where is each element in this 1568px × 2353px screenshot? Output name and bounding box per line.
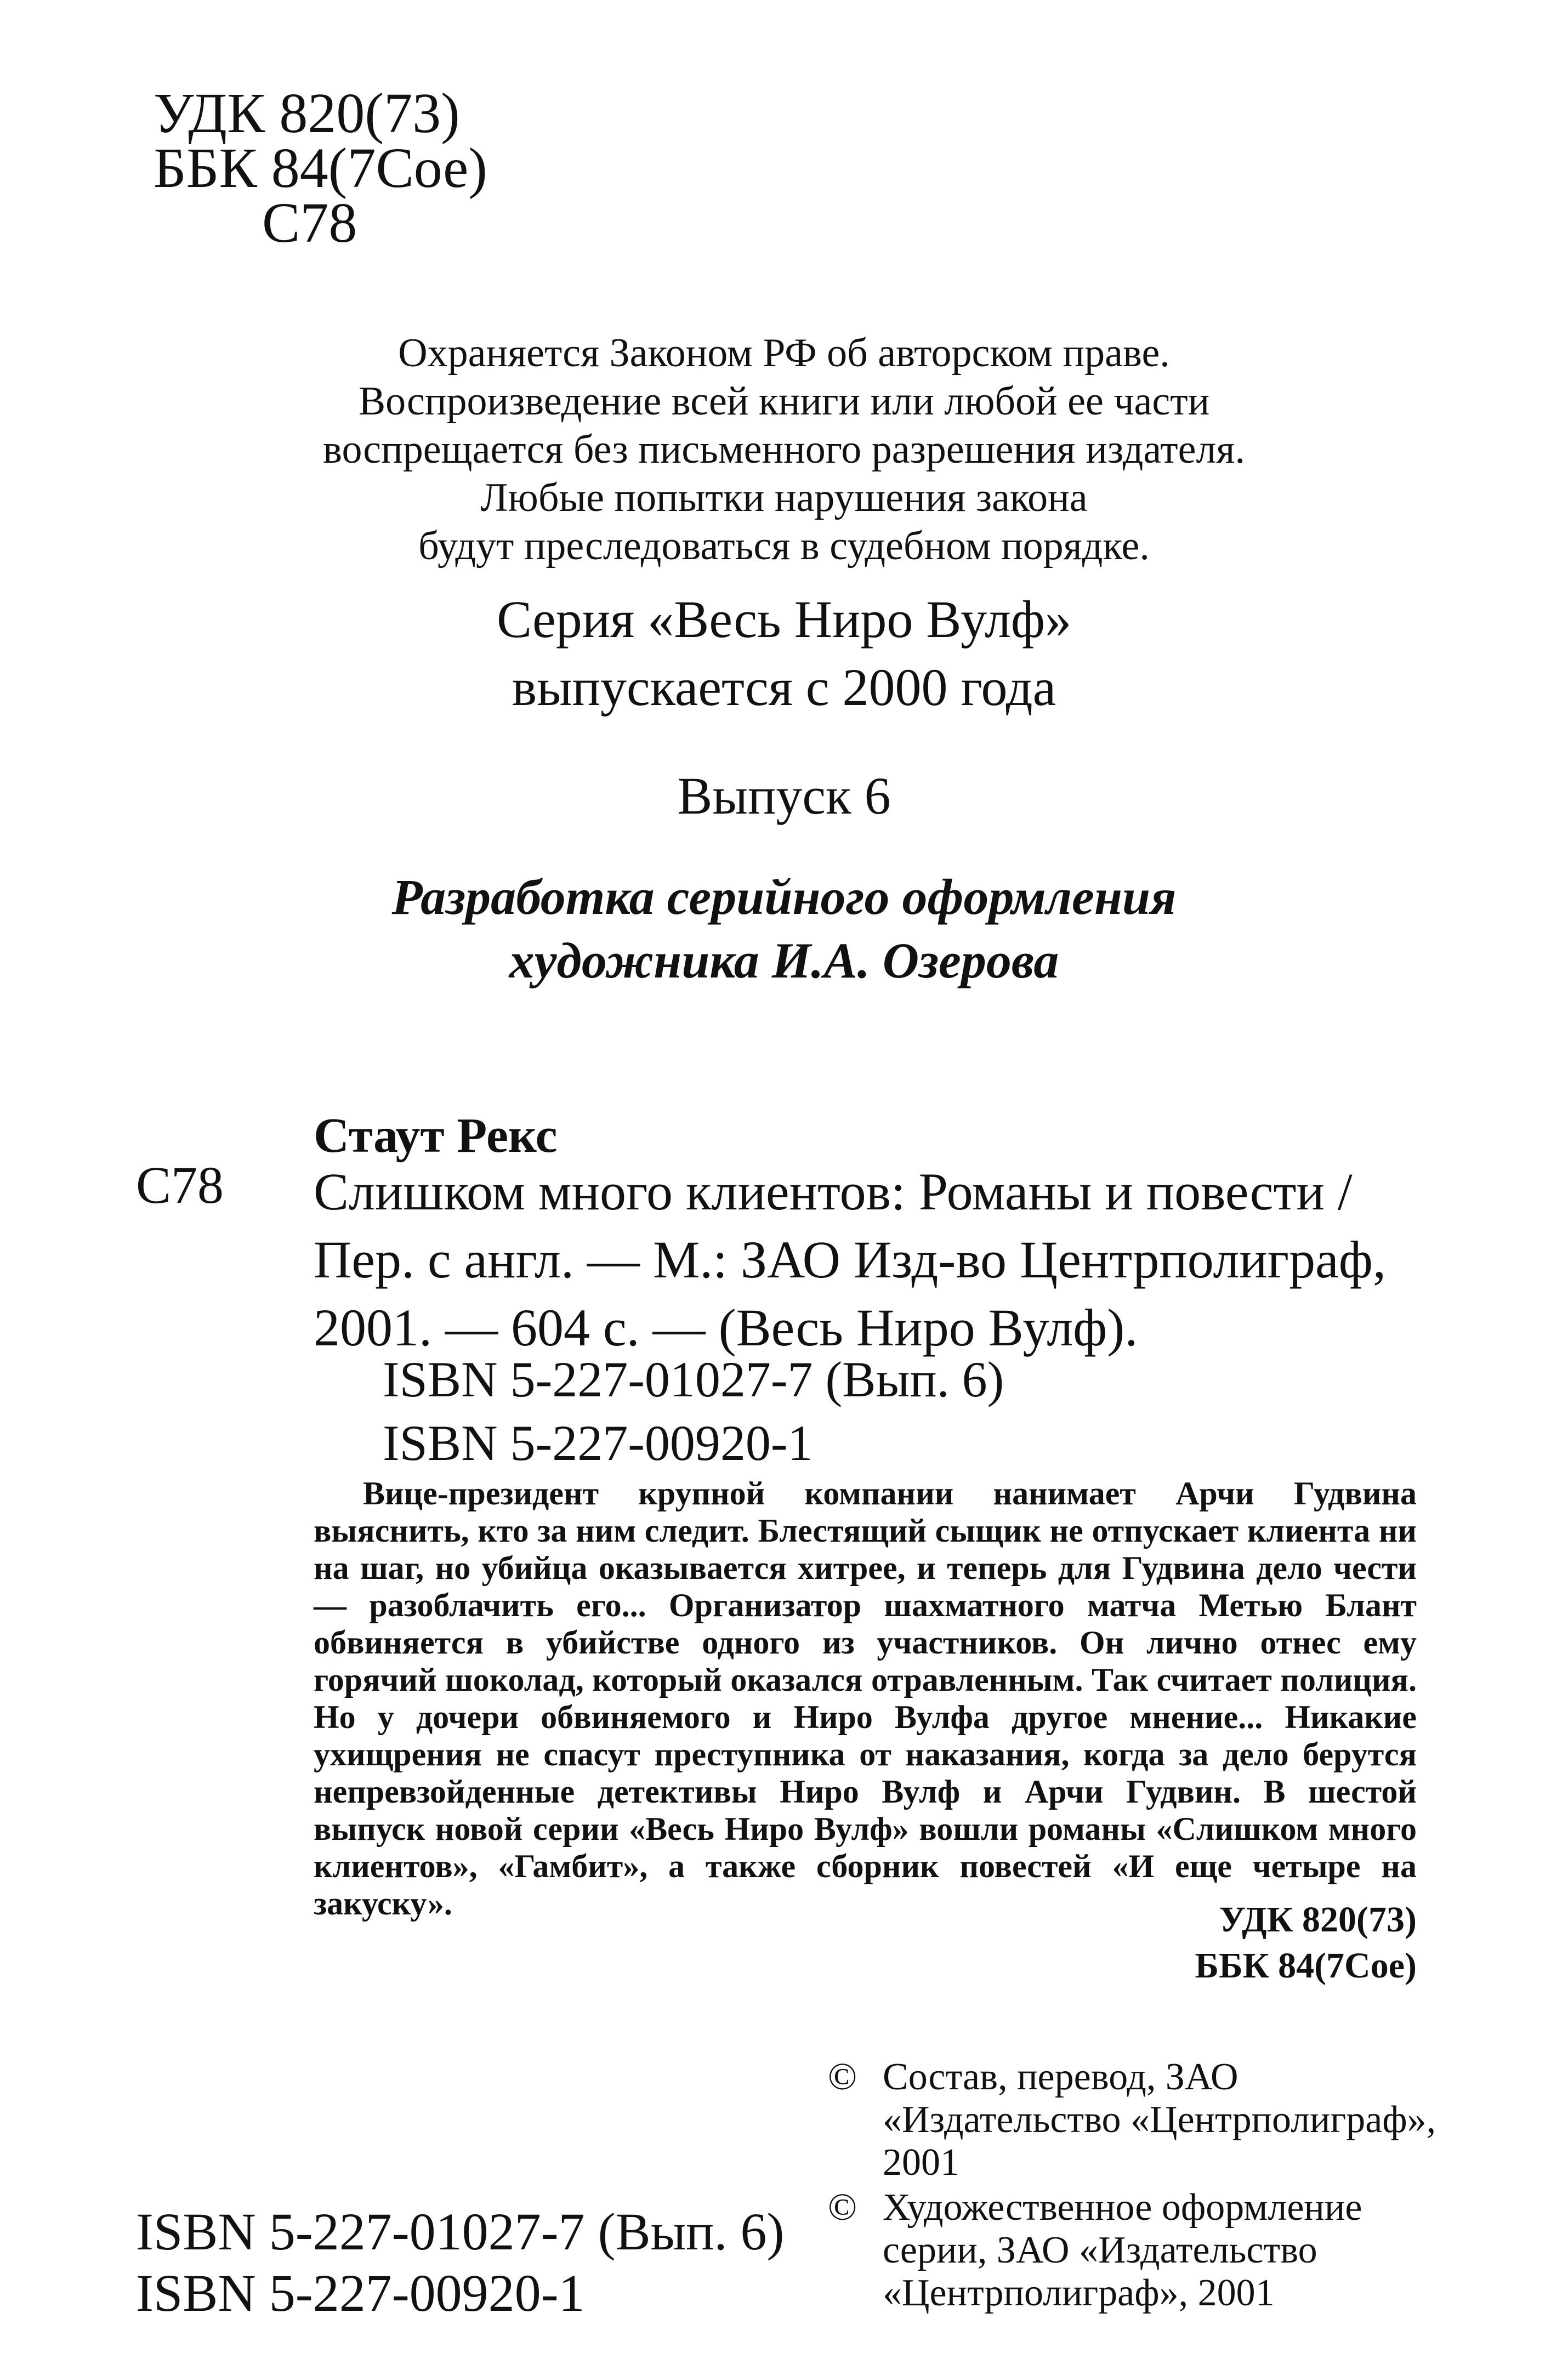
copyright-text: Художественное оформление серии, ЗАО «Издательство «Центрполиграф», 2001 xyxy=(883,2186,1362,2314)
bbk-code: ББК 84(7Сое) xyxy=(154,137,487,200)
series-line: выпускается с 2000 года xyxy=(512,658,1056,717)
series-info xyxy=(0,586,1568,721)
isbn-bottom-line: ISBN 5-227-00920-1 xyxy=(136,2264,585,2322)
udk-right-line: УДК 820(73) xyxy=(1219,1900,1417,1940)
isbn-bottom-line: ISBN 5-227-01027-7 (Вып. 6) xyxy=(136,2202,785,2261)
annotation-text: Вице-президент крупной компании нанимает Арчи Гудвина выяснить, кто за ним следит. Блестящий сыщик не отпускает клиента ни на шаг, но убийца оказывается хитрее, и теперь для Гудвина дело чести — разоблачить его... Организатор шахматного матча Метью Блант обвиняется в убийстве одного из участников. Он лично отнес ему горячий шоколад, который оказался отравленным. Так считает полиция. Но у дочери обвиняемого и Ниро Вулфа другое мнение... Никакие ухищрения не спасут преступника от наказания, когда за дело берутся непревзойденные детективы Ниро Вулф и Арчи Гудвин. В шестой выпуск новой серии «Весь Ниро Вулф» вошли романы «Слишком много клиентов», «Гамбит», а также сборник повестей «И еще четыре на закуску». xyxy=(314,1475,1417,1922)
bbk-right-line: ББК 84(7Сое) xyxy=(1195,1946,1417,1986)
design-credit xyxy=(0,865,1568,992)
copyright-statement xyxy=(828,2186,1442,2315)
udk-code: УДК 820(73) xyxy=(154,82,460,145)
catalog-isbn xyxy=(383,1348,1004,1475)
notice-line: будут преследоваться в судебном порядке. xyxy=(418,524,1150,569)
udk-bbk-right xyxy=(1042,1897,1417,1989)
notice-line: Охраняется Законом РФ об авторском праве. xyxy=(398,331,1170,376)
catalog-line: Слишком много клиентов: Романы и повести / xyxy=(314,1162,1353,1221)
catalog-author: Стаут Рекс xyxy=(314,1109,558,1163)
notice-line: воспрещается без письменного разрешения издателя. xyxy=(323,427,1245,472)
copyright-symbol: © xyxy=(828,2186,857,2229)
copyright-symbol: © xyxy=(828,2056,857,2098)
catalog-line: 2001. — 604 с. — (Весь Ниро Вулф). xyxy=(314,1298,1138,1357)
series-line: Серия «Весь Ниро Вулф» xyxy=(496,590,1072,649)
author-mark: С78 xyxy=(262,191,357,254)
issue-number: Выпуск 6 xyxy=(677,766,891,825)
catalog-description xyxy=(314,1151,1386,1362)
copyright-notice xyxy=(0,329,1568,570)
catalog-code: С78 xyxy=(136,1156,224,1214)
copyright-statement xyxy=(828,2056,1442,2184)
notice-line: Любые попытки нарушения закона xyxy=(480,475,1088,520)
notice-line: Воспроизведение всей книги или любой ее части xyxy=(358,379,1210,424)
design-line: Разработка серийного оформления xyxy=(391,869,1177,925)
copyright-text: Состав, перевод, ЗАО «Издательство «Центрполиграф», 2001 xyxy=(883,2056,1436,2184)
isbn-bottom xyxy=(136,2201,784,2324)
catalog-line: Пер. с англ. — М.: ЗАО Изд-во Центрполиграф, xyxy=(314,1230,1386,1289)
design-line: художника И.А. Озерова xyxy=(509,933,1059,988)
isbn-line: ISBN 5-227-00920-1 xyxy=(383,1415,813,1471)
isbn-line: ISBN 5-227-01027-7 (Вып. 6) xyxy=(383,1351,1004,1407)
